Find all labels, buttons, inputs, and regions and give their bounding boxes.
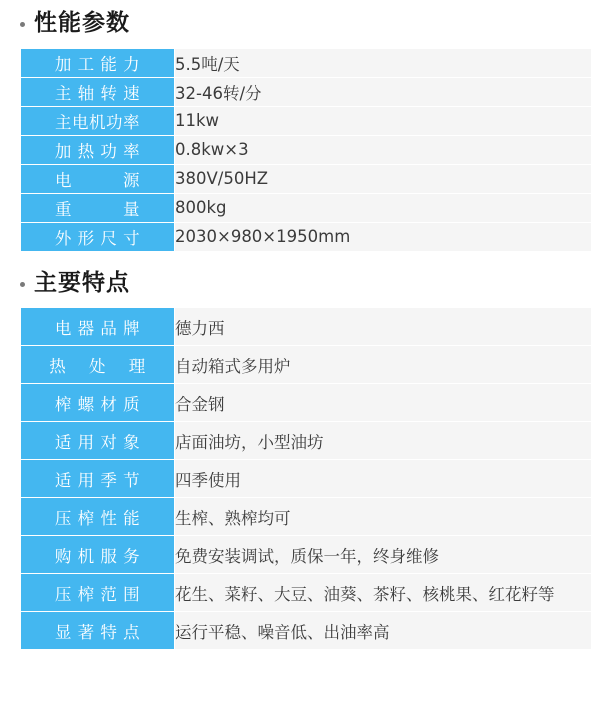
spec-label-cell — [21, 135, 175, 164]
table-row — [21, 574, 592, 612]
table-row — [21, 536, 592, 574]
table-row — [21, 222, 592, 251]
spec-label-text: 加 热 功 率 — [54, 141, 141, 161]
spec-label-text: 适 用 对 象 — [54, 432, 141, 452]
table-row — [21, 48, 592, 77]
spec-label-cell — [21, 422, 175, 460]
spec-label-cell — [21, 384, 175, 422]
table-row — [21, 193, 592, 222]
table-row — [21, 106, 592, 135]
spec-label-cell — [21, 308, 175, 346]
spec-label-text: 压 榨 范 围 — [54, 584, 141, 604]
spec-label-text: 适 用 季 节 — [54, 470, 141, 490]
spec-value-cell: 合金钢 — [175, 384, 592, 422]
spec-value-cell: 2030×980×1950mm — [175, 222, 592, 251]
section-heading-features — [14, 252, 586, 308]
spec-label-text: 购 机 服 务 — [54, 546, 141, 566]
spec-label-cell — [21, 612, 175, 650]
table-row — [21, 422, 592, 460]
section-heading-performance — [14, 0, 586, 48]
table-row — [21, 308, 592, 346]
table-row — [21, 498, 592, 536]
bullet-dot-icon — [20, 282, 25, 287]
table-row — [21, 164, 592, 193]
features-spec-table — [20, 307, 592, 650]
spec-value-cell: 5.5吨/天 — [175, 48, 592, 77]
spec-label-text: 压 榨 性 能 — [54, 508, 141, 528]
table-row — [21, 612, 592, 650]
table-row — [21, 346, 592, 384]
spec-label-cell — [21, 536, 175, 574]
spec-label-cell — [21, 48, 175, 77]
spec-value-cell: 11kw — [175, 106, 592, 135]
spec-label-cell — [21, 346, 175, 384]
spec-label-cell — [21, 222, 175, 251]
spec-value-cell: 自动箱式多用炉 — [175, 346, 592, 384]
performance-spec-table — [20, 48, 592, 252]
spec-value-cell: 0.8kw×3 — [175, 135, 592, 164]
spec-label-text: 热 处 理 — [49, 356, 146, 376]
spec-label-text: 榨 螺 材 质 — [54, 394, 141, 414]
spec-label-cell — [21, 164, 175, 193]
spec-value-cell: 花生、菜籽、大豆、油葵、茶籽、核桃果、红花籽等 — [175, 574, 592, 612]
section-title-performance: 性能参数 — [34, 10, 130, 36]
spec-label-cell — [21, 460, 175, 498]
spec-label-cell — [21, 77, 175, 106]
section-title-features: 主要特点 — [34, 269, 130, 296]
bullet-dot-icon — [20, 22, 25, 27]
spec-value-cell: 四季使用 — [175, 460, 592, 498]
spec-label-text: 外 形 尺 寸 — [54, 228, 141, 248]
spec-label-cell — [21, 193, 175, 222]
spec-label-cell — [21, 574, 175, 612]
table-row — [21, 77, 592, 106]
spec-value-cell: 店面油坊，小型油坊 — [175, 422, 592, 460]
table-row — [21, 384, 592, 422]
spec-label-text: 主 轴 转 速 — [54, 83, 141, 103]
spec-value-cell: 免费安装调试，质保一年，终身维修 — [175, 536, 592, 574]
spec-value-cell: 800kg — [175, 193, 592, 222]
spec-label-text: 主电机功率 — [55, 112, 140, 132]
spec-label-text: 显 著 特 点 — [54, 622, 141, 642]
spec-label-text: 加 工 能 力 — [54, 54, 141, 74]
spec-value-cell: 32-46转/分 — [175, 77, 592, 106]
spec-label-cell — [21, 498, 175, 536]
spec-value-cell: 380V/50HZ — [175, 164, 592, 193]
spec-value-cell: 德力西 — [175, 308, 592, 346]
spec-label-text: 电 源 — [55, 170, 140, 190]
spec-label-cell — [21, 106, 175, 135]
spec-value-cell: 生榨、熟榨均可 — [175, 498, 592, 536]
table-row — [21, 460, 592, 498]
table-row — [21, 135, 592, 164]
spec-label-text: 电 器 品 牌 — [54, 318, 141, 338]
spec-label-text: 重 量 — [55, 199, 140, 219]
spec-value-cell: 运行平稳、噪音低、出油率高 — [175, 612, 592, 650]
